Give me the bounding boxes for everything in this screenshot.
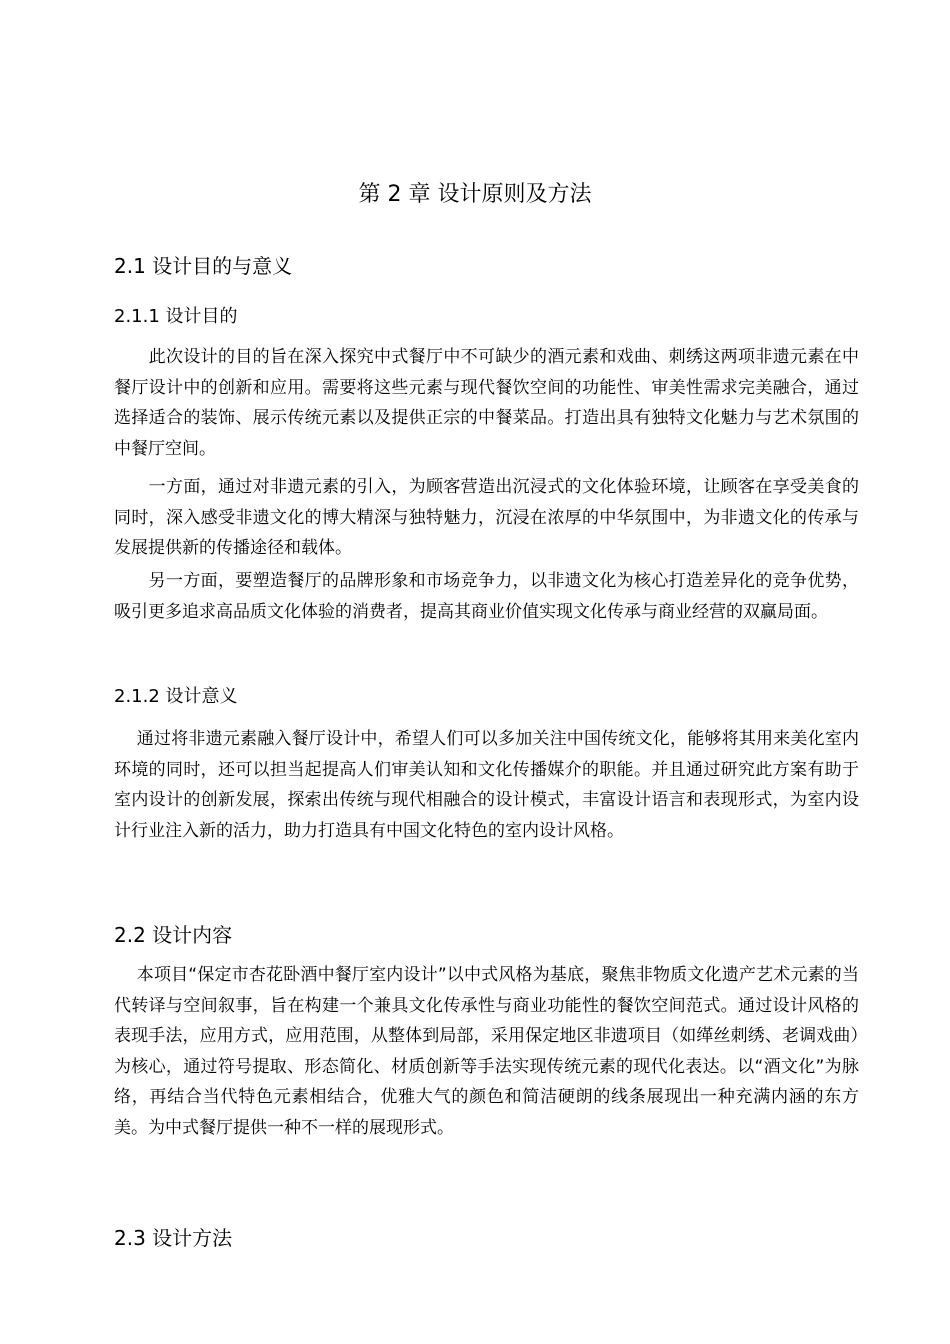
paragraph-design-content: 本项目“保定市杏花卧酒中餐厅室内设计”以中式风格为基底，聚焦非物质文化遗产艺术元素的当代转译与空间叙事，旨在构建一个兼具文化传承性与商业功能性的餐饮空间范式。通过设计风格的表现手法，应用方式，应用范围，从整体到局部，采用保定地区非遗项目（如缂丝刺绣、老调戏曲）为核心，通过符号提取、形态简化、材质创新等手法实现传统元素的现代化表达。以“酒文化”为脉络，再结合当代特色元素相结合，优雅大气的颜色和简洁硬朗的线条展现出一种充满内涵的东方美。为中式餐厅提供一种不一样的展现形式。 [114, 965, 859, 1138]
section-heading-2-2: 2.2 设计内容 [114, 923, 233, 947]
paragraph-design-purpose-3: 另一方面，要塑造餐厅的品牌形象和市场竞争力，以非遗文化为核心打造差异化的竞争优势，吸引更多追求高品质文化体验的消费者，提高其商业价值实现文化传承与商业经营的双赢局面。 [114, 571, 859, 622]
section-heading-2-1: 2.1 设计目的与意义 [114, 254, 293, 278]
paragraph-design-significance: 通过将非遗元素融入餐厅设计中，希望人们可以多加关注中国传统文化，能够将其用来美化室内环境的同时，还可以担当起提高人们审美认知和文化传播媒介的职能。并且通过研究此方案有助于室内设计的创新发展，探索出传统与现代相融合的设计模式，丰富设计语言和表现形式，为室内设计行业注入新的活力，助力打造具有中国文化特色的室内设计风格。 [114, 729, 859, 841]
subsection-heading-2-1-2: 2.1.2 设计意义 [114, 686, 238, 707]
section-heading-2-3: 2.3 设计方法 [114, 1226, 233, 1250]
paragraph-design-purpose-2: 一方面，通过对非遗元素的引入，为顾客营造出沉浸式的文化体验环境，让顾客在享受美食的同时，深入感受非遗文化的博大精深与独特魅力，沉浸在浓厚的中华氛围中，为非遗文化的传承与发展提供新的传播途径和载体。 [114, 477, 859, 559]
chapter-title: 第 2 章 设计原则及方法 [358, 182, 592, 207]
paragraph-design-purpose-1: 此次设计的目的旨在深入探究中式餐厅中不可缺少的酒元素和戏曲、刺绣这两项非遗元素在中餐厅设计中的创新和应用。需要将这些元素与现代餐饮空间的功能性、审美性需求完美融合，通过选择适合的装饰、展示传统元素以及提供正宗的中餐菜品。打造出具有独特文化魅力与艺术氛围的中餐厅空间。 [114, 347, 859, 459]
subsection-heading-2-1-1: 2.1.1 设计目的 [114, 306, 238, 327]
